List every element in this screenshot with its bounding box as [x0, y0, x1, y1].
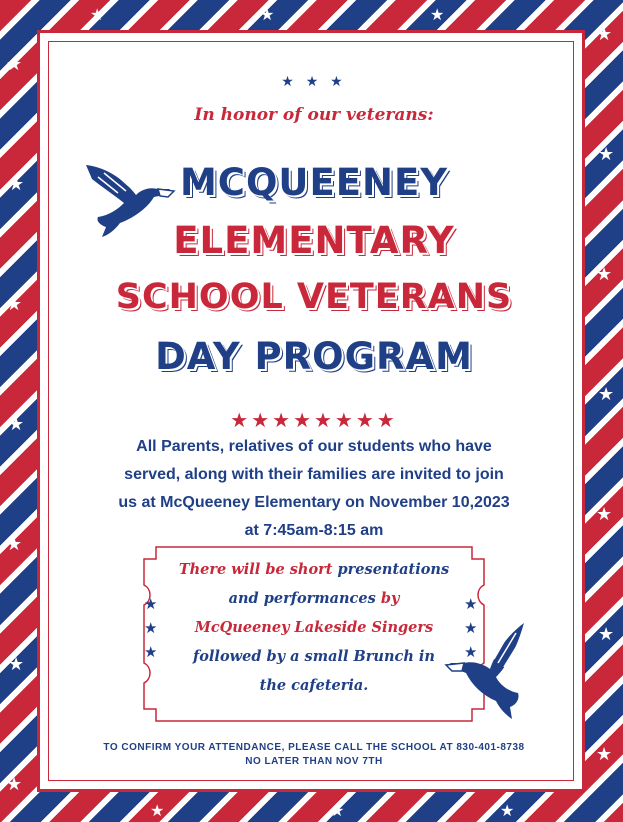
title-line-2: ELEMENTARY — [173, 219, 455, 262]
footer-line-2: NO LATER THAN NOV 7TH — [245, 756, 383, 767]
left-side-stars — [144, 593, 157, 665]
content-panel — [37, 30, 585, 792]
footer-line-1: TO CONFIRM YOUR ATTENDANCE, PLEASE CALL THE SCHOOL AT 830-401-8738 — [103, 742, 525, 753]
star-icon: ★ — [150, 803, 165, 820]
program-line-2 — [160, 584, 468, 613]
program-line-2-blue: and performances — [228, 590, 376, 607]
program-line-3: McQueeney Lakeside Singers — [194, 619, 434, 636]
star-icon: ★ — [6, 54, 23, 74]
eagle-icon — [416, 621, 528, 721]
star-icon: ★ — [596, 744, 613, 764]
invitation-line-4: at 7:45am-8:15 am — [244, 522, 384, 539]
program-line-5: the cafeteria. — [259, 677, 369, 694]
star-icon: ★ — [598, 144, 615, 164]
star-icon: ★ — [144, 644, 158, 661]
star-icon: ★ — [144, 620, 158, 637]
star-icon: ★ — [90, 7, 105, 24]
program-line-1-blue: presentations — [332, 561, 450, 578]
star-icon: ★ — [596, 504, 613, 524]
star-icon: ★ — [8, 174, 25, 194]
star-icon: ★ — [464, 596, 478, 613]
invitation-text — [80, 433, 548, 545]
star-icon: ★ — [596, 264, 613, 284]
star-icon: ★ — [330, 803, 345, 820]
star-icon: ★ — [500, 803, 515, 820]
invitation-line-3: us at McQueeney Elementary on November 10,2023 — [118, 494, 510, 511]
star-icon: ★ — [6, 294, 23, 314]
title-line-3: SCHOOL VETERANS — [115, 277, 513, 317]
invitation-line-2: served, along with their families are invited to join — [124, 466, 504, 483]
star-icon: ★ — [6, 534, 23, 554]
invitation-line-1: All Parents, relatives of our students who have — [136, 438, 492, 455]
star-icon: ★ — [8, 414, 25, 434]
program-line-1 — [160, 555, 468, 584]
program-line-4: followed by a small Brunch in — [193, 648, 435, 665]
title-line-1: MCQUEENEY — [179, 161, 449, 204]
star-icon: ★ — [464, 620, 478, 637]
star-icon: ★ — [596, 24, 613, 44]
star-icon: ★ — [8, 654, 25, 674]
title-line-4: DAY PROGRAM — [155, 335, 473, 378]
star-icon: ★ — [144, 596, 158, 613]
top-stars: ★ ★ ★ — [281, 73, 347, 89]
red-stars-row: ★★★★★★★★ — [230, 410, 398, 432]
footer-note — [40, 741, 588, 769]
honor-line: In honor of our veterans: — [194, 105, 434, 125]
star-icon: ★ — [598, 384, 615, 404]
star-icon: ★ — [6, 774, 23, 794]
star-icon: ★ — [260, 7, 275, 24]
star-icon: ★ — [430, 7, 445, 24]
star-icon: ★ — [598, 624, 615, 644]
program-line-2-red: by — [375, 590, 400, 607]
program-line-1-red: There will be short — [178, 561, 333, 578]
star-icon: ★ — [464, 644, 478, 661]
